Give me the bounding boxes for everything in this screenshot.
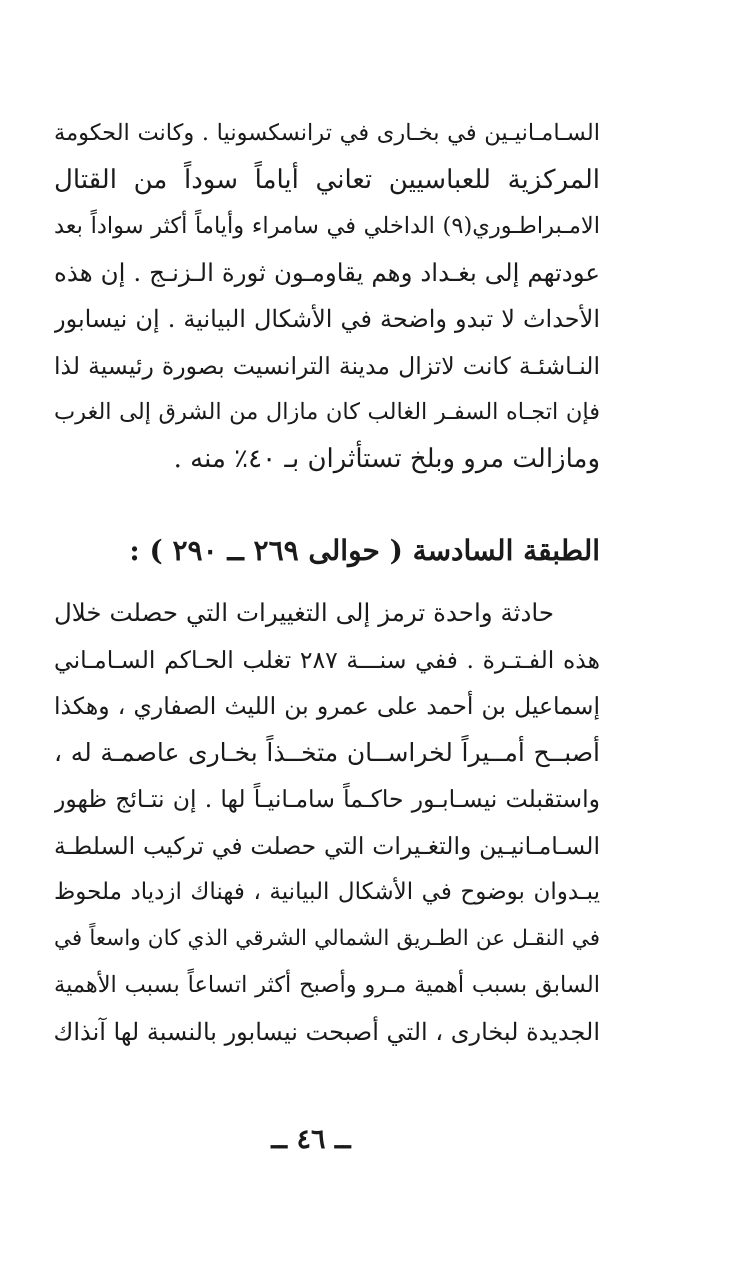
text-line: فإن اتجـاه السفـر الغالب كان مازال من الشرق إلى الغرب bbox=[54, 399, 600, 425]
text-line: إسماعيل بن أحمد على عمرو بن الليث الصفاري ، وهكذا bbox=[54, 692, 600, 720]
page-number: ــ ٤٦ ــ bbox=[271, 1124, 351, 1155]
text-line: السـامـانيـين والتغـيرات التي حصلت في تركيب السلطـة bbox=[54, 831, 600, 860]
text-line: الجديدة لبخارى ، التي أصبحت نيسابور بالنسبة لها آنذاك bbox=[54, 1017, 600, 1046]
text-line: المركزية للعباسيين تعاني أياماً سوداً من القتال bbox=[54, 164, 600, 195]
text-line: واستقبلت نيسـابـور حاكـماً سامـانيـاً لها . إن نتـائج ظهور bbox=[54, 785, 600, 813]
text-line: في النقـل عن الطـريق الشمالي الشرقي الذي كان واسعاً في bbox=[54, 925, 600, 951]
text-line: السابق بسبب أهمية مـرو وأصبح أكثر اتساعاً بسبب الأهمية bbox=[54, 972, 600, 998]
text-line: أصبــح أمــيراً لخراســان متخــذاً بخـارى عاصمـة له ، bbox=[54, 737, 600, 767]
text-line: ومازالت مرو وبلخ تستأثران بـ ٤٠٪ منه . bbox=[173, 443, 600, 474]
text-line: عودتهم إلى بغـداد وهم يقاومـون ثورة الـزنـج . إن هذه bbox=[54, 257, 600, 287]
text-line: يبـدوان بوضوح في الأشكال البيانية ، فهناك ازدياد ملحوظ bbox=[54, 879, 600, 905]
paragraph-sixth-layer bbox=[54, 590, 600, 1055]
text-line: الأحداث لا تبدو واضحة في الأشكال البيانية . إن نيسابور bbox=[54, 305, 600, 333]
text-line: الامـبراطـوري(٩) الداخلي في سامراء وأياماً أكثر سواداً بعد bbox=[54, 213, 600, 239]
text-line: حادثة واحدة ترمز إلى التغييرات التي حصلت خلال bbox=[54, 598, 554, 627]
text-line: النـاشئـة كانت لاتزال مدينة الترانسيت بصورة رئيسية لذا bbox=[54, 351, 600, 380]
paragraph-samanids-transoxiana bbox=[54, 110, 600, 482]
section-heading: الطبقة السادسة ( حوالى ٢٦٩ ــ ٢٩٠ ) : bbox=[129, 534, 600, 567]
text-line: السـامـانيـين في بخـارى في ترانسكسونيا . وكانت الحكومة bbox=[54, 120, 600, 146]
text-line: هذه الفـتـرة . ففي سنـــة ٢٨٧ تغلب الحـاكم السـامـاني bbox=[54, 645, 600, 674]
